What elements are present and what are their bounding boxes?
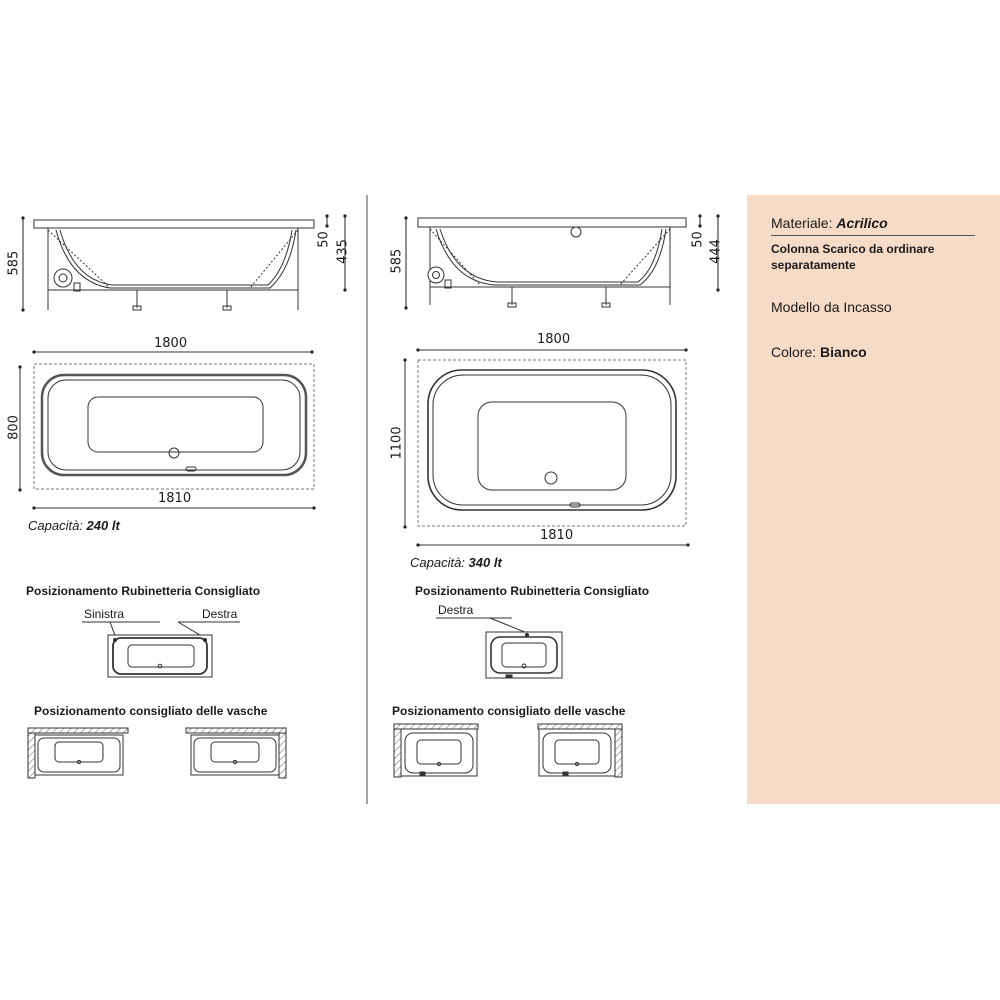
model-type: Modello da Incasso [771,299,892,315]
right-faucet-title: Posizionamento Rubinetteria Consigliato [415,584,650,598]
right-placement-diagrams [394,724,622,777]
panel-divider [771,235,975,236]
right-width-dim: 1100 [389,426,405,460]
right-placement-title: Posizionamento consigliato delle vasche [392,704,626,718]
drain-note: Colonna Scarico da ordinare separatamente [771,242,935,272]
left-placement-title: Posizionamento consigliato delle vasche [34,704,268,718]
material-row [771,215,888,231]
left-capacity-label: Capacità: [28,518,83,533]
material-value: Acrilico [836,215,888,231]
right-side-view [418,218,686,307]
right-outer-length-dim: 1810 [540,528,574,543]
material-label: Materiale: [771,215,833,231]
right-top-view [405,350,688,545]
left-faucet-right-label: Destra [202,607,238,621]
left-depth-dim: 435 [335,239,351,264]
left-side-view [34,220,314,310]
color-value: Bianco [820,344,867,360]
left-height-dim: 585 [6,250,22,276]
left-outer-length-dim: 1810 [158,491,192,506]
right-capacity-value: 340 lt [468,555,502,570]
left-top-view [20,352,314,508]
left-faucet-left-label: Sinistra [84,607,125,621]
left-capacity-value: 240 lt [86,518,120,533]
left-width-dim: 800 [6,415,22,440]
right-faucet-right-label: Destra [438,603,474,617]
right-capacity-label: Capacità: [410,555,465,570]
color-label: Colore: [771,344,817,360]
color-row [771,344,867,360]
right-length-dim: 1800 [537,332,571,347]
right-side-dim-lines [406,216,718,308]
right-depth-dim: 444 [708,239,724,264]
right-faucet-diagram [436,618,562,678]
left-capacity [28,518,120,533]
left-side-dim-lines [23,216,345,310]
left-rim-dim: 50 [316,231,332,248]
left-faucet-diagram [82,622,240,677]
right-rim-dim: 50 [690,231,706,248]
right-capacity [410,555,502,570]
product-info-panel [747,195,1000,804]
left-faucet-title: Posizionamento Rubinetteria Consigliato [26,584,261,598]
right-height-dim: 585 [389,248,405,274]
left-placement-diagrams [28,728,286,778]
left-length-dim: 1800 [154,336,188,351]
